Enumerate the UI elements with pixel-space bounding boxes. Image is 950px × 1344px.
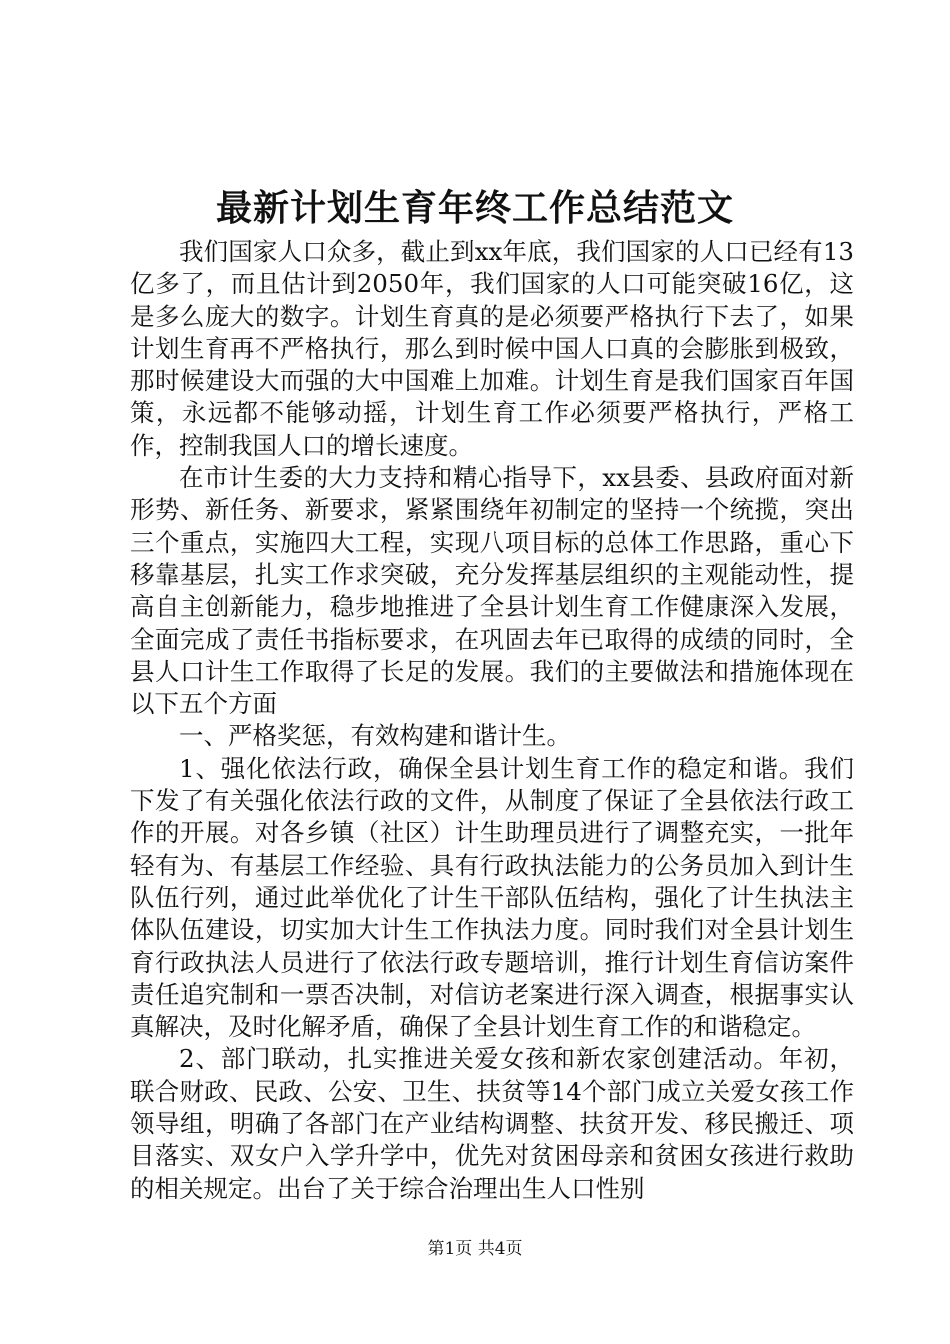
section-heading-1: 一、严格奖惩，有效构建和谐计生。 bbox=[179, 721, 571, 751]
paragraph-overview: 在市计生委的大力支持和精心指导下，xx县委、县政府面对新形势、新任务、新要求，紧紧围绕年初制定的坚持一个统揽，突出三个重点，实施四大工程，实现八项目标的总体工作思路，重心下移靠基层，扎实工作求突破，充分发挥基层组织的主观能动性，提高自主创新能力，稳步地推进了全县计划生育工作健康深入发展，全面完成了责任书指标要求，在巩固去年已取得的成绩的同时，全县人口计生工作取得了长足的发展。我们的主要做法和措施体现在以下五个方面 bbox=[130, 463, 854, 719]
document-body bbox=[130, 236, 854, 1205]
paragraph-item-1: 1、强化依法行政，确保全县计划生育工作的稳定和谐。我们下发了有关强化依法行政的文件，从制度了保证了全县依法行政工作的开展。对各乡镇（社区）计生助理员进行了调整充实，一批年轻有为、有基层工作经验、具有行政执法能力的公务员加入到计生队伍行列，通过此举优化了计生干部队伍结构，强化了计生执法主体队伍建设，切实加大计生工作执法力度。同时我们对全县计划生育行政执法人员进行了依法行政专题培训，推行计划生育信访案件责任追究制和一票否决制，对信访老案进行深入调查，根据事实认真解决，及时化解矛盾，确保了全县计划生育工作的和谐稳定。 bbox=[130, 753, 854, 1042]
paragraph-intro: 我们国家人口众多，截止到xx年底，我们国家的人口已经有13亿多了，而且估计到2050年，我们国家的人口可能突破16亿，这是多么庞大的数字。计划生育真的是必须要严格执行下去了，如果计划生育再不严格执行，那么到时候中国人口真的会膨胀到极致，那时候建设大而强的大中国难上加难。计划生育是我们国家百年国策，永远都不能够动摇，计划生育工作必须要严格执行，严格工作，控制我国人口的增长速度。 bbox=[130, 237, 854, 460]
paragraph-item-2: 2、部门联动，扎实推进关爱女孩和新农家创建活动。年初，联合财政、民政、公安、卫生、扶贫等14个部门成立关爱女孩工作领导组，明确了各部门在产业结构调整、扶贫开发、移民搬迁、项目落实、双女户入学升学中，优先对贫困母亲和贫困女孩进行救助的相关规定。出台了关于综合治理出生人口性别 bbox=[130, 1044, 854, 1203]
document-title: 最新计划生育年终工作总结范文 bbox=[215, 188, 734, 229]
page-footer: 第1页 共4页 bbox=[427, 1239, 523, 1259]
